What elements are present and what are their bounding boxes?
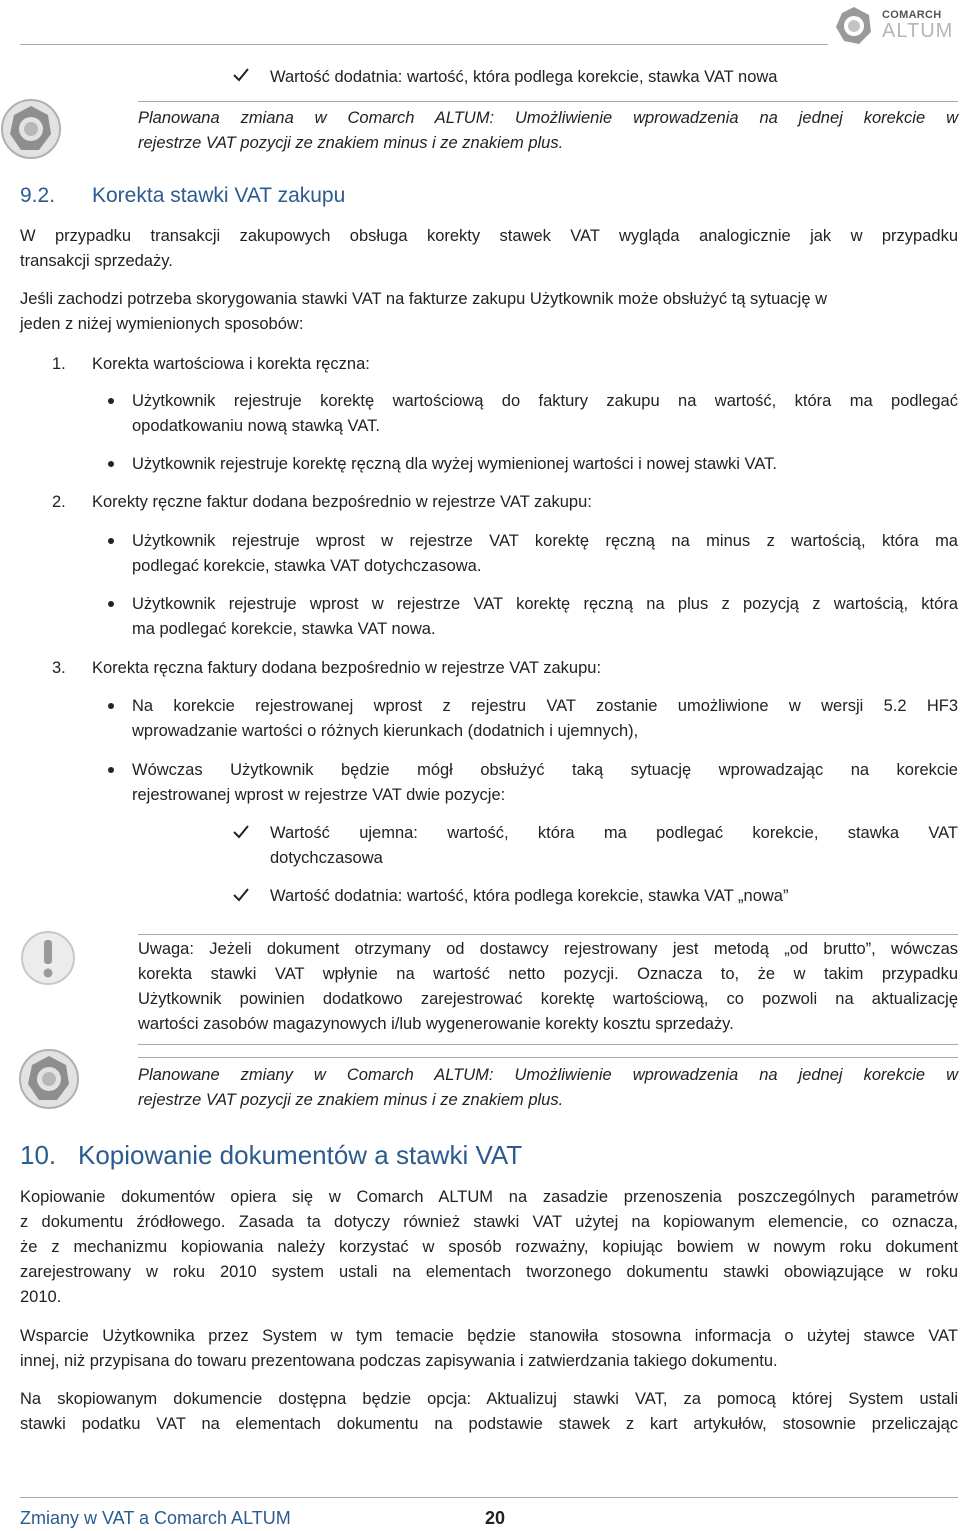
warning-text: Uwaga: Jeżeli dokument otrzymany od dostawcy rejestrowany jest metodą „od brutto”, wówczas korekta stawki VAT wpłynie na wartość netto pozycji. Oznacza to, że w takim przypadku Użytkownik powinien dodatkowo zarejestrować korektę wartościową, co pozwoli na aktualizację wartości zasobów magazynowych i/lub wygenerowanie korekty kosztu sprzedaży.: [138, 940, 958, 1033]
warning-rule-top: [138, 934, 958, 935]
options-paragraph: Jeśli zachodzi potrzeba skorygowania stawki VAT na fakturze zakupu Użytkownik może obsłużyć tą sytuację w jeden z niżej wymienionych sposobów:: [20, 290, 828, 333]
list-title: Korekty ręczne faktur dodana bezpośrednio w rejestrze VAT zakupu:: [92, 493, 592, 511]
planned-change-line: rejestrze VAT pozycji ze znakiem minus i ze znakiem plus.: [138, 134, 564, 152]
checkmark-icon: [233, 825, 249, 839]
chapter-paragraph-2: Wsparcie Użytkownika przez System w tym temacie będzie stanowiła stosowna informacja o użytej stawce VAT innej, niż przypisana do towaru prezentowana podczas zapisywania i zatwierdzania takiego dokumentu.: [20, 1327, 958, 1370]
list-item: Użytkownik rejestruje wprost w rejestrze VAT korektę ręczną na minus z wartością, która ma podlegać korekcie, stawka VAT dotychczasowa.: [132, 532, 958, 575]
chapter-number: 10.: [20, 1140, 57, 1170]
top-check-text: Wartość dodatnia: wartość, która podlega korekcie, stawka VAT nowa: [270, 68, 778, 86]
chapter-paragraph-1: Kopiowanie dokumentów opiera się w Comarch ALTUM na zasadzie przenoszenia poszczególnych parametrów z dokumentu źródłowego. Zasada ta dotyczy również stawki VAT użytej na kopiowanym elemencie, co oznacza, że z mechanizmu kopiowania należy korzystać w sposób rozważny, kopiując bowiem w nowym roku dokument zarejestrowany w roku 2010 system ustali na elementach tworzonego dokumentu stawki obowiązujące w roku 2010.: [20, 1188, 958, 1306]
section-number: 9.2.: [20, 184, 56, 207]
planned-change-top: [138, 106, 958, 156]
list-number: 1.: [52, 355, 66, 373]
bullet-dot: [108, 398, 114, 404]
footer-title: Zmiany w VAT a Comarch ALTUM: [20, 1508, 291, 1528]
list-item: Użytkownik rejestruje korektę ręczną dla wyżej wymienionej wartości i nowej stawki VAT.: [132, 455, 777, 473]
section-title: Korekta stawki VAT zakupu: [92, 184, 346, 207]
list-number: 3.: [52, 659, 66, 677]
planned-changes-text: Planowane zmiany w Comarch ALTUM: Umożliwienie wprowadzenia na jednej korekcie w rejestrze VAT pozycji ze znakiem minus i ze znakiem plus.: [138, 1066, 958, 1109]
planned-rule-mid: [138, 1057, 958, 1058]
bullet-dot: [108, 767, 114, 773]
warning-rule-bottom: [138, 1044, 958, 1045]
header-rule: [20, 44, 828, 45]
planned-changes-gear-icon: [18, 1048, 80, 1110]
warning-exclamation-icon: [20, 930, 76, 986]
chapter-title: Kopiowanie dokumentów a stawki VAT: [78, 1140, 523, 1170]
bullet-dot: [108, 461, 114, 467]
list-item: Użytkownik rejestruje korektę wartościową do faktury zakupu na wartość, która ma podlegać opodatkowaniu nową stawką VAT.: [132, 392, 958, 435]
checkmark-icon: [233, 68, 249, 82]
list-title: Korekta ręczna faktury dodana bezpośrednio w rejestrze VAT zakupu:: [92, 659, 602, 677]
brand-top: COMARCH: [882, 9, 942, 21]
planned-change-gear-icon: [0, 98, 62, 160]
list-item: Wówczas Użytkownik będzie mógł obsłużyć taką sytuację wprowadzając na korekcie rejestrowanej wprost w rejestrze VAT dwie pozycje:: [132, 761, 958, 804]
planned-rule-top: [138, 101, 958, 102]
check-item: Wartość dodatnia: wartość, która podlega korekcie, stawka VAT „nowa”: [270, 887, 789, 905]
list-number: 2.: [52, 493, 66, 511]
list-item: Użytkownik rejestruje wprost w rejestrze VAT korektę ręczną na plus z pozycją z wartością, która ma podlegać korekcie, stawka VAT nowa.: [132, 595, 958, 638]
comarch-altum-logo: [834, 6, 954, 46]
list-title: Korekta wartościowa i korekta ręczna:: [92, 355, 370, 373]
planned-change-line: Planowana zmiana w Comarch ALTUM: Umożliwienie wprowadzenia na jednej korekcie w: [138, 109, 958, 127]
brand-bottom: ALTUM: [882, 20, 954, 42]
footer-rule: [20, 1497, 958, 1498]
chapter-paragraph-3: Na skopiowanym dokumencie dostępna będzie opcja: Aktualizuj stawki VAT, za pomocą której System ustali stawki podatku VAT na elementach dokumentu na podstawie stawek z kart artykułów, stosownie przeliczając: [20, 1390, 958, 1433]
checkmark-icon: [233, 888, 249, 902]
intro-paragraph: W przypadku transakcji zakupowych obsługa korekty stawek VAT wygląda analogicznie jak w przypadku transakcji sprzedaży.: [20, 227, 958, 270]
list-item: Na korekcie rejestrowanej wprost z rejestru VAT zostanie umożliwione w wersji 5.2 HF3 wprowadzanie wartości o różnych kierunkach (dodatnich i ujemnych),: [132, 697, 958, 740]
bullet-dot: [108, 703, 114, 709]
bullet-dot: [108, 601, 114, 607]
check-item: Wartość ujemna: wartość, która ma podlegać korekcie, stawka VAT dotychczasowa: [270, 824, 958, 867]
bullet-dot: [108, 538, 114, 544]
page-number: 20: [485, 1508, 506, 1528]
logo-gear-icon: [834, 6, 874, 46]
